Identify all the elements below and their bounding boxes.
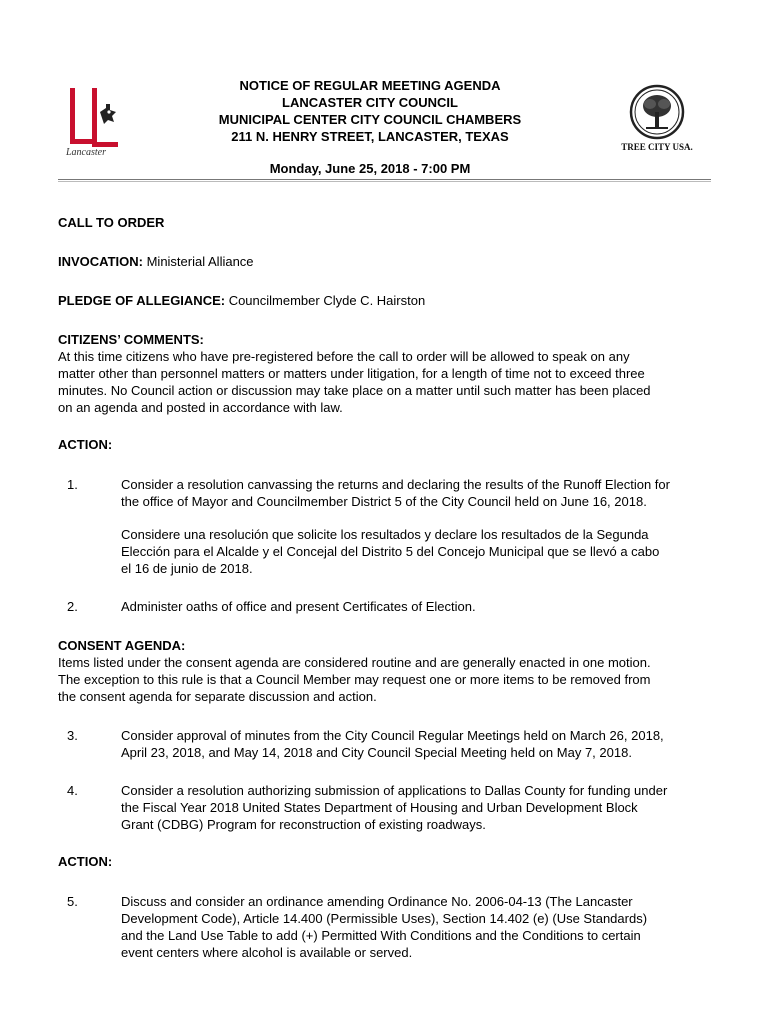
item-line: Discuss and consider an ordinance amending Ordinance No. 2006-04-13 (The Lancaster: [121, 894, 633, 909]
tree-city-usa-logo-text: TREE CITY USA.: [621, 142, 693, 152]
pledge: [58, 292, 713, 309]
agenda-item-text: [121, 782, 713, 833]
paragraph-line: the consent agenda for separate discussion and action.: [58, 689, 377, 704]
agenda-item-text: [121, 598, 713, 615]
invocation-label: INVOCATION:: [58, 254, 143, 269]
meeting-date: Monday, June 25, 2018 - 7:00 PM: [269, 161, 471, 176]
agenda-item-text: [121, 727, 713, 761]
agenda-item-number: 1.: [67, 477, 78, 492]
paragraph-line: At this time citizens who have pre-registered before the call to order will be allowed to speak on any: [58, 349, 630, 364]
item-line: April 23, 2018, and May 14, 2018 and City Council Special Meeting held on May 7, 2018.: [121, 745, 632, 760]
item-line: Consider a resolution canvassing the returns and declaring the results of the Runoff Election for: [121, 477, 670, 492]
item-line: the office of Mayor and Councilmember District 5 of the City Council held on June 16, 2018.: [121, 494, 647, 509]
agenda-item-number: 3.: [67, 728, 78, 743]
item-line: event centers where alcohol is available or served.: [121, 945, 413, 960]
item-line: Elección para el Alcalde y el Concejal del Distrito 5 del Concejo Municipal que se llevó a cabo: [121, 544, 660, 559]
item-line: el 16 de junio de 2018.: [121, 561, 253, 576]
header-divider: [58, 179, 711, 182]
header-line: NOTICE OF REGULAR MEETING AGENDA: [239, 78, 501, 93]
citizens-comments: [58, 331, 713, 416]
agenda-item-number: 4.: [67, 783, 78, 798]
item-line: and the Land Use Table to add (+) Permitted With Conditions and the Conditions to certain: [121, 928, 641, 943]
citizens-comments-heading: CITIZENS’ COMMENTS:: [58, 332, 204, 347]
item-line: Considere una resolución que solicite los resultados y declare los resultados de la Segunda: [121, 527, 649, 542]
item-line: Administer oaths of office and present Certificates of Election.: [121, 599, 476, 614]
pledge-label: PLEDGE OF ALLEGIANCE:: [58, 293, 226, 308]
agenda-item-text: [121, 893, 713, 961]
paragraph-line: The exception to this rule is that a Council Member may request one or more items to be removed from: [58, 672, 651, 687]
paragraph-line: on an agenda and posted in accordance with law.: [58, 400, 343, 415]
item-line: Grant (CDBG) Program for reconstruction of existing roadways.: [121, 817, 486, 832]
item-line: Consider approval of minutes from the City Council Regular Meetings held on March 26, 2018,: [121, 728, 664, 743]
paragraph-line: matter other than personnel matters or matters under litigation, for a length of time not to exceed three: [58, 366, 645, 381]
consent-agenda-heading: CONSENT AGENDA:: [58, 638, 186, 653]
tree-city-usa-logo: [618, 84, 696, 156]
action-heading: ACTION:: [58, 437, 113, 452]
item-line: the Fiscal Year 2018 United States Department of Housing and Urban Development Block: [121, 800, 638, 815]
call-to-order-heading: CALL TO ORDER: [58, 215, 165, 230]
header-line: 211 N. HENRY STREET, LANCASTER, TEXAS: [231, 129, 509, 144]
item-line: Development Code), Article 14.400 (Permissible Uses), Section 14.402 (e) (Use Standards): [121, 911, 648, 926]
pledge-text: Councilmember Clyde C. Hairston: [225, 293, 426, 308]
agenda-item-number: 2.: [67, 599, 78, 614]
agenda-item-number: 5.: [67, 894, 78, 909]
paragraph-line: minutes. No Council action or discussion may take place on a matter until such matter has been placed: [58, 383, 651, 398]
invocation-text: Ministerial Alliance: [142, 254, 254, 269]
item-line: Consider a resolution authorizing submission of applications to Dallas County for funding under: [121, 783, 668, 798]
agenda-item-text: [121, 476, 713, 510]
agenda-header: [160, 77, 580, 145]
agenda-item-spanish-text: [121, 526, 713, 577]
lancaster-logo-caption: Lancaster: [66, 147, 106, 158]
action-heading: ACTION:: [58, 854, 113, 869]
invocation: [58, 253, 713, 270]
header-line: MUNICIPAL CENTER CITY COUNCIL CHAMBERS: [218, 112, 522, 127]
header-line: LANCASTER CITY COUNCIL: [282, 95, 458, 110]
paragraph-line: Items listed under the consent agenda are considered routine and are generally enacted in one motion.: [58, 655, 651, 670]
consent-agenda: [58, 637, 713, 705]
